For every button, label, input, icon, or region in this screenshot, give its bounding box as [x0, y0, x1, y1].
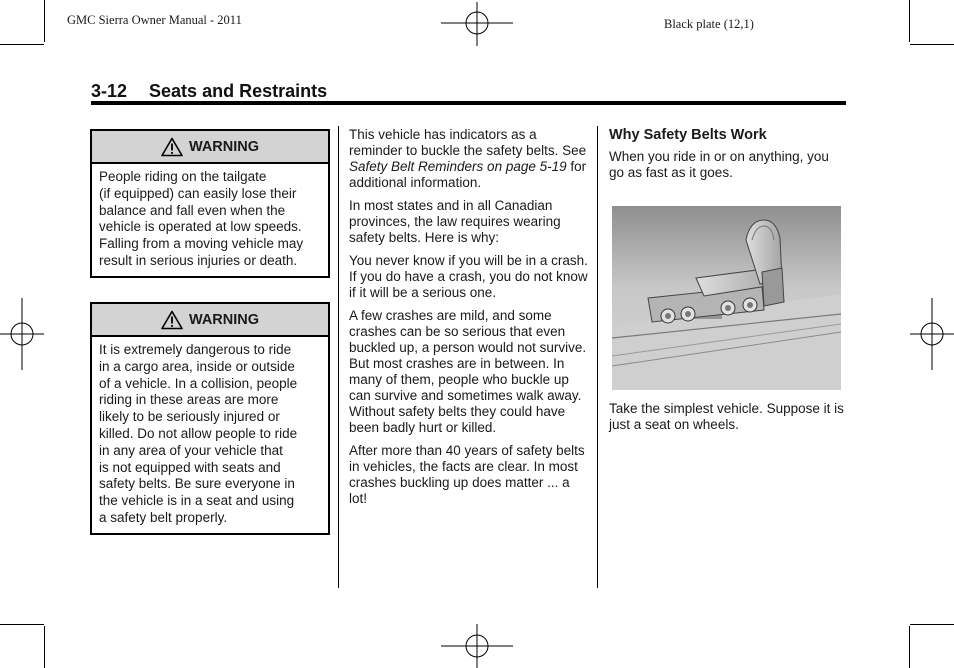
crop-mark: [44, 626, 45, 668]
crop-mark: [909, 626, 910, 668]
registration-mark-right: [910, 298, 954, 370]
text-line: of a vehicle. In a collision, people: [99, 375, 298, 391]
text-line: balance and fall even when the: [99, 202, 286, 218]
text-line: in any area of your vehicle that: [99, 442, 283, 458]
registration-mark-top: [441, 2, 513, 46]
registration-mark-left: [0, 298, 44, 370]
text-line: riding in these areas are more: [99, 392, 279, 408]
section-title: Seats and Restraints: [149, 81, 328, 101]
figure-caption-column: [609, 401, 844, 440]
warning-header: [92, 131, 328, 164]
text-line: safety belts. Be sure everyone in: [99, 476, 295, 492]
paragraph: A few crashes are mild, and some crashes can be so serious that even buckled up, a person would not survive. But most crashes are in between. In many of them, people who buckle up can survive and sometimes walk away. Without safety belts they could have been badly hurt or killed.: [349, 308, 587, 435]
crop-mark: [0, 44, 44, 45]
figure-caption: Take the simplest vehicle. Suppose it is just a seat on wheels.: [609, 401, 844, 432]
paragraph: You never know if you will be in a crash. If you do have a crash, you do not know if it will be a serious one.: [349, 253, 588, 300]
text-line: It is extremely dangerous to ride: [99, 342, 292, 357]
text-line: Falling from a moving vehicle may: [99, 236, 304, 252]
crop-mark: [910, 44, 954, 45]
warning-triangle-icon: [161, 310, 183, 330]
text-line: likely to be seriously injured or: [99, 409, 280, 425]
text-line: the vehicle is in a seat and using: [99, 493, 295, 509]
seat-on-wheels-illustration: [612, 206, 841, 390]
middle-column: [349, 127, 589, 514]
right-column: [609, 127, 844, 188]
column-divider: [597, 126, 598, 588]
text-line: a safety belt properly.: [99, 509, 228, 525]
text-line: People riding on the tailgate: [99, 169, 267, 184]
cross-reference-link[interactable]: Safety Belt Reminders on page 5-19: [349, 159, 567, 174]
warning-text: [92, 164, 328, 276]
paragraph: In most states and in all Canadian provinces, the law requires wearing safety belts. Here is why:: [349, 198, 561, 245]
warning-text: [92, 337, 328, 533]
warning-label: WARNING: [188, 138, 260, 155]
text-line: (if equipped) can easily lose their: [99, 185, 297, 201]
paragraph-reminder: This vehicle has indicators as a reminder to buckle the safety belts. See Safety Belt Reminders on page 5-19 for additional information.: [349, 127, 587, 190]
text-line: killed. Do not allow people to ride: [99, 425, 298, 441]
crop-mark: [909, 0, 910, 42]
registration-mark-bottom: [441, 624, 513, 668]
warning-box-tailgate: [90, 129, 330, 278]
manual-title: GMC Sierra Owner Manual - 2011: [67, 13, 242, 27]
crop-mark: [0, 624, 44, 625]
text-line: vehicle is operated at low speeds.: [99, 219, 302, 235]
paragraph: After more than 40 years of safety belts in vehicles, the facts are clear. In most crashes buckling up does matter ... a lot!: [349, 443, 585, 506]
section-heading: [91, 81, 327, 102]
text-line: result in serious injuries or death.: [99, 252, 298, 268]
crop-mark: [44, 0, 45, 42]
warning-box-cargo-area: [90, 302, 330, 535]
page-number: 3-12: [91, 81, 128, 101]
text-line: in a cargo area, inside or outside: [99, 358, 295, 374]
subsection-heading: Why Safety Belts Work: [609, 127, 767, 143]
plate-info: Black plate (12,1): [664, 17, 754, 31]
title-rule: [91, 101, 846, 105]
warning-header: [92, 304, 328, 337]
crop-mark: [910, 624, 954, 625]
column-divider: [338, 126, 339, 588]
warning-label: WARNING: [188, 311, 260, 328]
text-line: is not equipped with seats and: [99, 459, 281, 475]
warning-triangle-icon: [161, 137, 183, 157]
paragraph: When you ride in or on anything, you go as fast as it goes.: [609, 149, 829, 180]
